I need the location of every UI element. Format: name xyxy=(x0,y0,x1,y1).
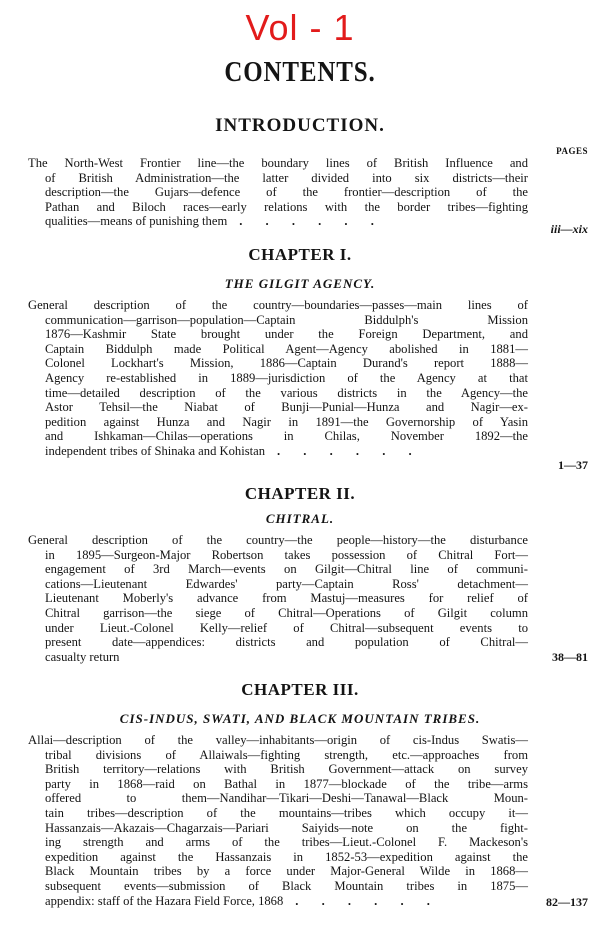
chapter-2-page-range: 38—81 xyxy=(552,650,588,664)
chapter-1-subtitle: THE GILGIT AGENCY. xyxy=(224,276,376,291)
entry-line: communication—garrison—population—Captain Biddulph's Mission xyxy=(45,312,528,327)
entry-line xyxy=(28,214,528,229)
entry-line: Agency re-established in 1889—jurisdiction of the Agency at that xyxy=(45,370,528,385)
entry-line: General description of the country—boundaries—passes—main lines of xyxy=(28,298,528,312)
leader-dots: . . . . . . xyxy=(239,214,384,229)
chapter-3-entry xyxy=(28,733,528,908)
contents-title: CONTENTS. xyxy=(224,56,376,88)
entry-line-text: appendix: staff of the Hazara Field Force, 1868 xyxy=(45,893,284,908)
pages-column-label: PAGES xyxy=(556,146,588,156)
entry-line: in 1895—Surgeon-Major Robertson takes possession of Chitral Fort— xyxy=(45,547,528,562)
entry-line: tribal divisions of Allaiwals—fighting strength, etc.—approaches from xyxy=(45,747,528,762)
entry-line xyxy=(28,444,528,459)
chapter-2-title: CHAPTER II. xyxy=(244,484,356,503)
chapter-2-entry xyxy=(28,533,528,664)
entry-line: subsequent events—submission of Black Mountain tribes in 1875— xyxy=(45,878,528,893)
chapter-3-page-range: 82—137 xyxy=(546,895,588,909)
entry-line: Colonel Lockhart's Mission, 1886—Captain Durand's report 1888— xyxy=(45,356,528,371)
entry-line: Black Mountain tribes by a force under Major-General Wilde in 1868— xyxy=(45,864,528,879)
introduction-page-range: iii—xix xyxy=(550,222,588,236)
entry-line: Chitral garrison—the siege of Chitral—Operations of Gilgit column xyxy=(45,605,528,620)
leader-dots: . . . . . . xyxy=(295,893,440,908)
entry-line: of British Administration—the latter divided into six districts—their xyxy=(45,170,528,185)
entry-line: and Ishkaman—Chilas—operations in Chilas, November 1892—the xyxy=(45,429,528,444)
entry-line-text: qualities—means of punishing them xyxy=(45,214,228,229)
chapter-2-subtitle: CHITRAL. xyxy=(265,511,335,526)
leader-dots: . . . . . . xyxy=(277,443,422,458)
entry-line: pedition against Hunza and Nagir in 1891—the Governorship of Yasin xyxy=(45,414,528,429)
entry-line: General description of the country—the people—history—the disturbance xyxy=(28,533,528,547)
chapter-3-subtitle: CIS-INDUS, SWATI, AND BLACK MOUNTAIN TRIBES. xyxy=(119,711,481,726)
introduction-title: INTRODUCTION. xyxy=(215,115,385,136)
entry-line: cations—Lieutenant Edwardes' party—Captain Ross' detachment— xyxy=(45,576,528,591)
entry-line xyxy=(28,894,528,909)
entry-line: British territory—relations with British Government—attack on survey xyxy=(45,762,528,777)
entry-line: engagement of 3rd March—events on Gilgit—Chitral line of communi- xyxy=(45,562,528,577)
entry-line-text: casualty return xyxy=(45,649,120,664)
entry-line: offered to them—Nandihar—Tikari—Deshi—Tanawal—Black Moun- xyxy=(45,791,528,806)
entry-line: The North-West Frontier line—the boundary lines of British Influence and xyxy=(28,156,528,170)
entry-line: Allai—description of the valley—inhabitants—origin of cis-Indus Swatis— xyxy=(28,733,528,747)
entry-line: expedition against the Hassanzais in 1852-53—expedition against the xyxy=(45,849,528,864)
entry-line: Astor Tehsil—the Niabat of Bunji—Punial—Hunza and Nagir—ex- xyxy=(45,400,528,415)
entry-line: Captain Biddulph made Political Agent—Agency abolished in 1881— xyxy=(45,341,528,356)
entry-line: party in 1868—raid on Bathal in 1877—blockade of the tribe—arms xyxy=(45,776,528,791)
entry-line-text: independent tribes of Shinaka and Kohistan xyxy=(45,443,265,458)
chapter-1-title: CHAPTER I. xyxy=(248,245,352,264)
chapter-3-title: CHAPTER III. xyxy=(241,680,359,699)
entry-line: time—detailed description of the various districts in the Agency—the xyxy=(45,385,528,400)
entry-line: Lieutenant Moberly's advance from Mastuj—measures for relief of xyxy=(45,591,528,606)
volume-label: Vol - 1 xyxy=(245,7,355,48)
entry-line xyxy=(28,650,528,665)
introduction-entry xyxy=(28,156,528,229)
entry-line: 1876—Kashmir State brought under the Foreign Department, and xyxy=(45,327,528,342)
entry-line: description—the Gujars—defence of the frontier—description of the xyxy=(45,185,528,200)
entry-line: ing strength and arms of the tribes—Lieut.-Colonel F. Mackeson's xyxy=(45,835,528,850)
entry-line: Hassanzais—Akazais—Chagarzais—Pariari Saiyids—note on the fight- xyxy=(45,820,528,835)
chapter-1-page-range: 1—37 xyxy=(558,458,588,472)
entry-line: present date—appendices: districts and population of Chitral— xyxy=(45,635,528,650)
entry-line: Pathan and Biloch races—early relations with the border tribes—fighting xyxy=(45,199,528,214)
chapter-1-entry xyxy=(28,298,528,459)
entry-line: under Lieut.-Colonel Kelly—relief of Chitral—subsequent events to xyxy=(45,620,528,635)
entry-line: tain tribes—description of the mountains—tribes which occupy it— xyxy=(45,805,528,820)
